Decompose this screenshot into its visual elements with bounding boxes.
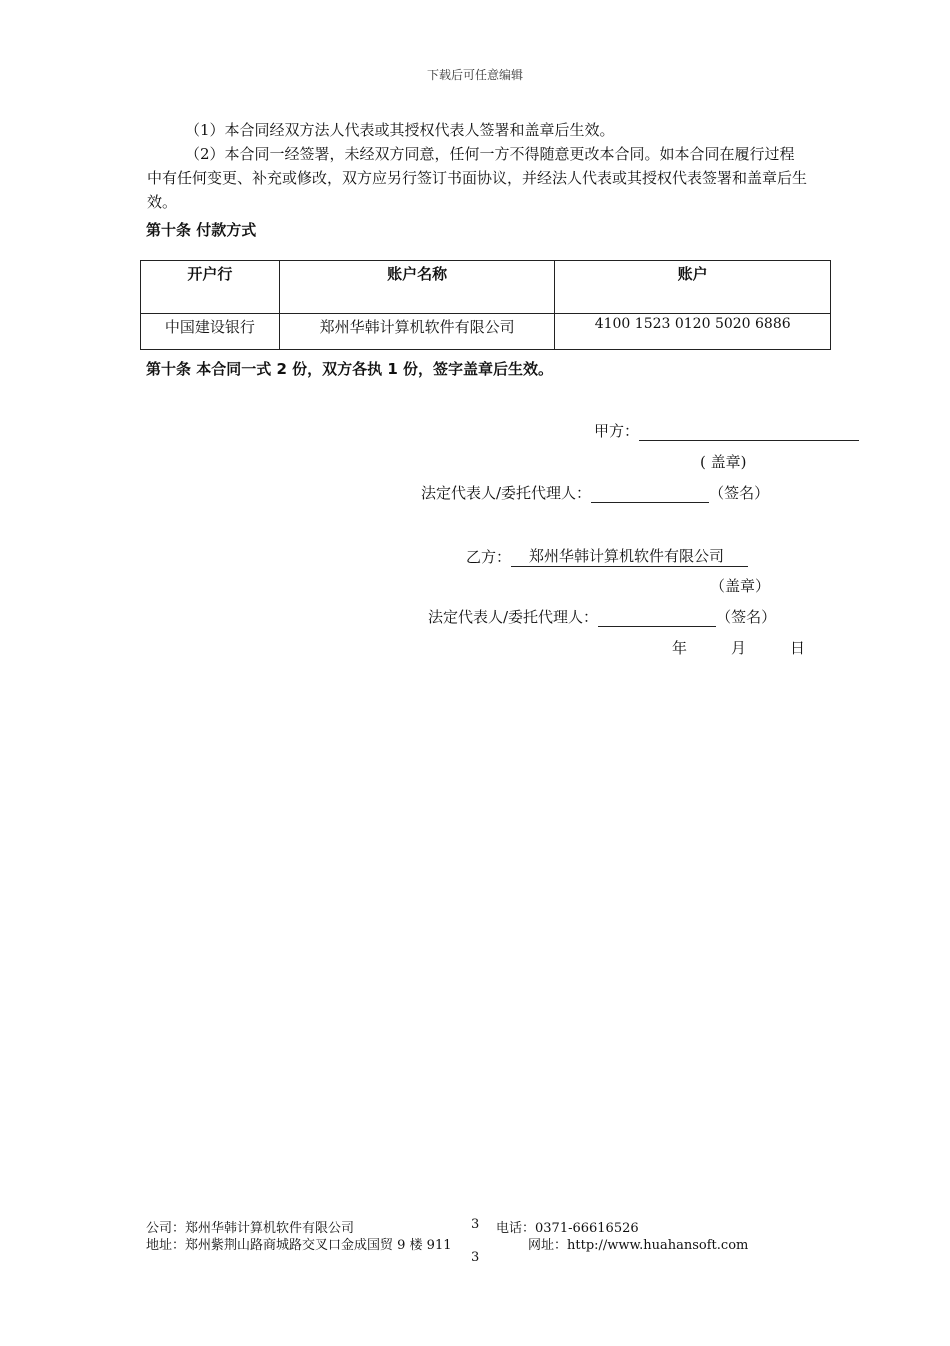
bank-account-table [140,260,831,350]
table-header-row [141,261,831,314]
party-a-rep-line [421,482,769,503]
party-b-seal: （盖章） [710,577,771,595]
footer-phone: 电话：0371-66616526 [496,1221,639,1236]
party-b-label: 乙方： [466,548,512,566]
column-header-account-name: 账户名称 [279,261,555,314]
party-b-name: 郑州华韩计算机软件有限公司 [511,545,748,567]
cell-account-number: 4100 1523 0120 5020 6886 [555,314,831,350]
party-a-rep-label: 法定代表人/委托代理人： [421,484,592,502]
party-b-rep-blank [598,608,716,627]
date-month: 月 [731,639,747,657]
footer-company: 公司：郑州华韩计算机软件有限公司 [146,1221,355,1236]
column-header-account-number: 账户 [555,261,831,314]
cell-account-name: 郑州华韩计算机软件有限公司 [279,314,555,350]
party-a-blank [639,422,859,441]
party-b-line [466,545,748,567]
clause-item-1: （1）本合同经双方法人代表或其授权代表人签署和盖章后生效。 [185,121,615,139]
party-a-label: 甲方： [594,422,640,440]
party-b-sign-label: （签名） [716,608,777,626]
footer-page-mid: 3 [471,1217,480,1232]
payment-heading: 第十条 付款方式 [146,221,257,239]
party-a-seal: ( 盖章) [700,453,747,471]
party-a-rep-blank [591,484,709,503]
party-a-sign-label: （签名） [709,484,770,502]
footer-website: 网址：http://www.huahansoft.com [528,1238,749,1253]
footer-page-number: 3 [471,1250,480,1265]
page-header: 下载后可任意编辑 [426,68,523,82]
column-header-bank: 开户行 [141,261,280,314]
table-row [141,314,831,350]
date-day: 日 [790,639,806,657]
cell-bank: 中国建设银行 [141,314,280,350]
clause-item-2: （2）本合同一经签署，未经双方同意，任何一方不得随意更改本合同。如本合同在履行过程中有任何变更、补充或修改，双方应另行签订书面协议，并经法人代表或其授权代表签署和盖章后生效。 [147,145,808,211]
date-year: 年 [672,639,688,657]
footer-address: 地址：郑州紫荆山路商城路交叉口金成国贸 9 楼 911 [146,1238,452,1253]
party-a-line [594,420,859,441]
copies-clause: 第十条 本合同一式 2 份，双方各执 1 份，签字盖章后生效。 [146,360,553,378]
party-b-rep-label: 法定代表人/委托代理人： [428,608,599,626]
party-b-rep-line [428,606,776,627]
